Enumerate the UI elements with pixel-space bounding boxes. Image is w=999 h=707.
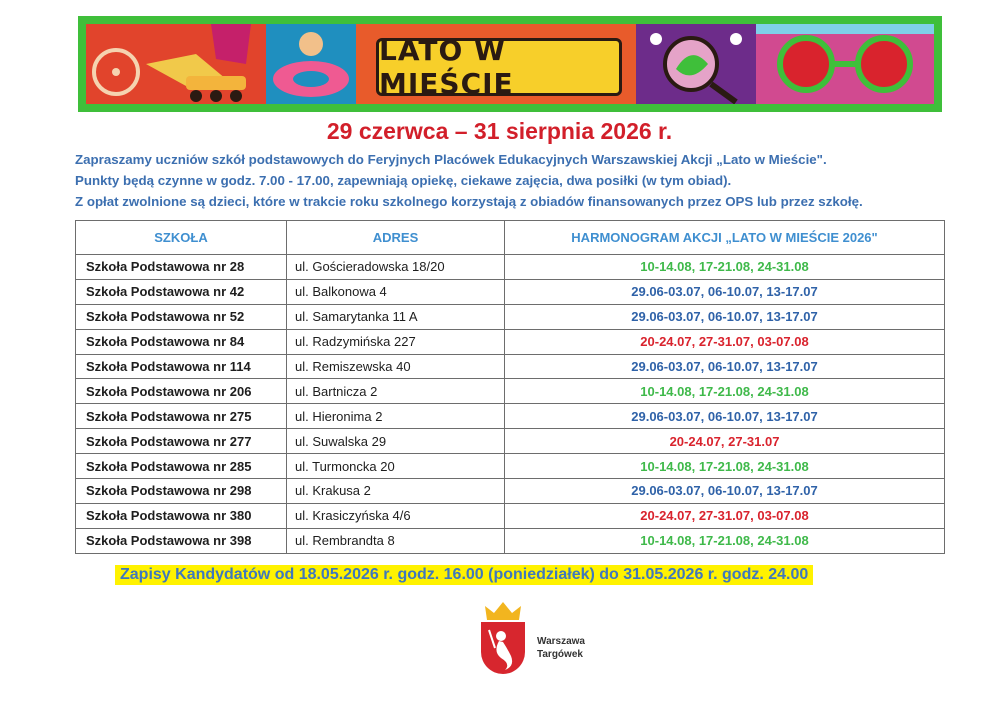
warsaw-mermaid-crest-icon bbox=[481, 622, 525, 674]
intro-line-3: Z opłat zwolnione są dzieci, które w trakcie roku szkolnego korzystają z obiadów finansowanych przez OPS lub przez szkołę. bbox=[75, 194, 863, 209]
school-name: Szkoła Podstawowa nr 52 bbox=[76, 304, 287, 329]
registration-notice: Zapisy Kandydatów od 18.05.2026 r. godz. 16.00 (poniedziałek) do 31.05.2026 r. godz. 24.00 bbox=[115, 565, 813, 585]
school-address: ul. Krakusa 2 bbox=[287, 479, 505, 504]
school-name: Szkoła Podstawowa nr 398 bbox=[76, 528, 287, 553]
header-school: SZKOŁA bbox=[76, 221, 287, 255]
school-address: ul. Remiszewska 40 bbox=[287, 354, 505, 379]
intro-line-2: Punkty będą czynne w godz. 7.00 - 17.00, zapewniają opiekę, ciekawe zajęcia, dwa posiłki (w tym obiad). bbox=[75, 173, 732, 188]
school-address: ul. Radzymińska 227 bbox=[287, 329, 505, 354]
table-row bbox=[76, 255, 945, 280]
table-row bbox=[76, 279, 945, 304]
school-address: ul. Bartnicza 2 bbox=[287, 379, 505, 404]
table-row bbox=[76, 329, 945, 354]
table-header-row bbox=[76, 221, 945, 255]
school-name: Szkoła Podstawowa nr 206 bbox=[76, 379, 287, 404]
table-row bbox=[76, 429, 945, 454]
schedule-dates: 10-14.08, 17-21.08, 24-31.08 bbox=[505, 379, 945, 404]
school-name: Szkoła Podstawowa nr 285 bbox=[76, 454, 287, 479]
header-schedule: HARMONOGRAM AKCJI „LATO W MIEŚCIE 2026" bbox=[505, 221, 945, 255]
banner-title bbox=[376, 34, 622, 100]
table-row bbox=[76, 379, 945, 404]
schedule-dates: 10-14.08, 17-21.08, 24-31.08 bbox=[505, 255, 945, 280]
school-name: Szkoła Podstawowa nr 114 bbox=[76, 354, 287, 379]
school-address: ul. Krasiczyńska 4/6 bbox=[287, 503, 505, 528]
schedule-dates: 20-24.07, 27-31.07, 03-07.08 bbox=[505, 503, 945, 528]
banner-panel-swim-ring bbox=[266, 24, 356, 104]
school-address: ul. Samarytanka 11 A bbox=[287, 304, 505, 329]
table-row bbox=[76, 404, 945, 429]
banner-panel-sunglasses bbox=[756, 24, 934, 104]
table-row bbox=[76, 528, 945, 553]
school-name: Szkoła Podstawowa nr 84 bbox=[76, 329, 287, 354]
school-address: ul. Balkonowa 4 bbox=[287, 279, 505, 304]
school-address: ul. Gościeradowska 18/20 bbox=[287, 255, 505, 280]
schedule-dates: 29.06-03.07, 06-10.07, 13-17.07 bbox=[505, 479, 945, 504]
banner-title-text: LATO W MIEŚCIE bbox=[379, 34, 514, 100]
schedule-dates: 29.06-03.07, 06-10.07, 13-17.07 bbox=[505, 404, 945, 429]
schedule-dates: 29.06-03.07, 06-10.07, 13-17.07 bbox=[505, 354, 945, 379]
schedule-table bbox=[75, 220, 945, 554]
school-name: Szkoła Podstawowa nr 277 bbox=[76, 429, 287, 454]
school-name: Szkoła Podstawowa nr 298 bbox=[76, 479, 287, 504]
schedule-dates: 10-14.08, 17-21.08, 24-31.08 bbox=[505, 454, 945, 479]
logo-district: Targówek bbox=[537, 649, 583, 660]
table-row bbox=[76, 304, 945, 329]
crown-icon bbox=[483, 600, 523, 622]
school-address: ul. Turmoncka 20 bbox=[287, 454, 505, 479]
banner-panel-magnifier bbox=[636, 24, 756, 104]
school-address: ul. Rembrandta 8 bbox=[287, 528, 505, 553]
logo-label bbox=[537, 635, 585, 661]
school-name: Szkoła Podstawowa nr 275 bbox=[76, 404, 287, 429]
table-row bbox=[76, 354, 945, 379]
date-range-title: 29 czerwca – 31 sierpnia 2026 r. bbox=[326, 118, 673, 144]
intro-line-1: Zapraszamy uczniów szkół podstawowych do Feryjnych Placówek Edukacyjnych Warszawskiej Akcji „Lato w Mieście". bbox=[75, 152, 827, 167]
schedule-dates: 20-24.07, 27-31.07, 03-07.08 bbox=[505, 329, 945, 354]
school-name: Szkoła Podstawowa nr 42 bbox=[76, 279, 287, 304]
table-row bbox=[76, 479, 945, 504]
school-name: Szkoła Podstawowa nr 28 bbox=[76, 255, 287, 280]
table-row bbox=[76, 454, 945, 479]
header-address: ADRES bbox=[287, 221, 505, 255]
banner-panel-bike-skates bbox=[86, 24, 266, 104]
schedule-dates: 10-14.08, 17-21.08, 24-31.08 bbox=[505, 528, 945, 553]
logo-city: Warszawa bbox=[537, 636, 585, 647]
school-address: ul. Suwalska 29 bbox=[287, 429, 505, 454]
school-address: ul. Hieronima 2 bbox=[287, 404, 505, 429]
table-row bbox=[76, 503, 945, 528]
school-name: Szkoła Podstawowa nr 380 bbox=[76, 503, 287, 528]
schedule-dates: 29.06-03.07, 06-10.07, 13-17.07 bbox=[505, 304, 945, 329]
schedule-dates: 20-24.07, 27-31.07 bbox=[505, 429, 945, 454]
header-banner bbox=[78, 16, 942, 112]
schedule-dates: 29.06-03.07, 06-10.07, 13-17.07 bbox=[505, 279, 945, 304]
banner-illustration bbox=[86, 24, 934, 104]
